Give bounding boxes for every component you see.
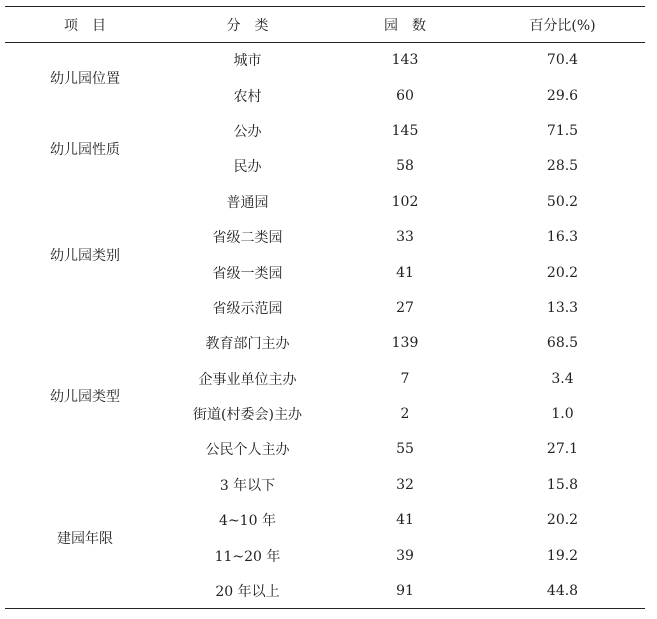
percent-cell: 28.5 [546, 158, 579, 175]
count-cell: 7 [400, 370, 410, 387]
count-cell: 143 [391, 52, 419, 69]
table-row [5, 326, 645, 361]
count-cell: 91 [330, 573, 480, 608]
count-cell: 102 [391, 193, 419, 210]
percent-cell: 70.4 [546, 52, 579, 69]
count-cell: 33 [396, 229, 414, 246]
table-row [5, 43, 645, 78]
category-cell: 农村 [233, 88, 262, 105]
percent-cell: 44.8 [480, 573, 645, 608]
category-cell: 省级示范园 [212, 300, 283, 317]
percent-cell: 16.3 [546, 229, 579, 246]
header-count: 园 数 [330, 7, 480, 43]
count-cell: 58 [396, 158, 414, 175]
count-cell: 39 [396, 547, 414, 564]
category-cell: 街道(村委会)主办 [193, 407, 302, 424]
table-row [5, 467, 645, 502]
percent-cell: 3.4 [551, 370, 574, 387]
header-category: 分 类 [165, 7, 330, 43]
count-cell: 139 [391, 335, 419, 352]
category-cell: 企事业单位主办 [198, 371, 297, 388]
percent-cell: 20.2 [546, 512, 579, 529]
group-label-years: 建园年限 [5, 467, 165, 609]
category-cell: 省级二类园 [212, 230, 283, 247]
count-cell: 60 [396, 87, 414, 104]
percent-cell: 29.6 [546, 87, 579, 104]
percent-cell: 1.0 [551, 406, 574, 423]
count-cell: 27 [396, 299, 414, 316]
table-body [5, 43, 645, 609]
header-item: 项 目 [5, 7, 165, 43]
count-cell: 55 [396, 441, 414, 458]
category-cell: 11~20 年 [214, 548, 281, 565]
category-cell: 4~10 年 [219, 513, 276, 530]
header-percent: 百分比(%) [480, 7, 645, 43]
category-cell: 省级一类园 [212, 265, 283, 282]
percent-cell: 50.2 [546, 193, 579, 210]
group-label-nature: 幼儿园性质 [50, 141, 120, 158]
count-cell: 2 [400, 406, 410, 423]
group-label-type: 幼儿园类型 [50, 389, 120, 406]
percent-cell: 20.2 [546, 264, 579, 281]
category-cell: 民办 [233, 159, 262, 176]
category-cell: 教育部门主办 [205, 336, 290, 353]
percent-cell: 71.5 [546, 122, 579, 139]
count-cell: 41 [396, 264, 414, 281]
table-row [5, 113, 645, 148]
count-cell: 145 [391, 122, 419, 139]
category-cell: 公民个人主办 [205, 442, 290, 459]
count-cell: 32 [396, 476, 414, 493]
percent-cell: 13.3 [546, 299, 579, 316]
category-cell: 3 年以下 [219, 477, 276, 494]
percent-cell: 68.5 [546, 335, 579, 352]
table-row [5, 184, 645, 219]
category-cell: 普通园 [226, 194, 269, 211]
category-cell: 城市 [233, 53, 262, 70]
percent-cell: 27.1 [546, 441, 579, 458]
category-cell: 公办 [233, 123, 262, 140]
count-cell: 41 [396, 512, 414, 529]
percent-cell: 19.2 [546, 547, 579, 564]
percent-cell: 15.8 [546, 476, 579, 493]
group-label-category: 幼儿园类别 [50, 247, 120, 264]
category-cell: 20 年以上 [165, 573, 330, 608]
header-row [5, 7, 645, 43]
kindergarten-stats-table [5, 6, 645, 609]
group-label-location: 幼儿园位置 [50, 71, 120, 88]
